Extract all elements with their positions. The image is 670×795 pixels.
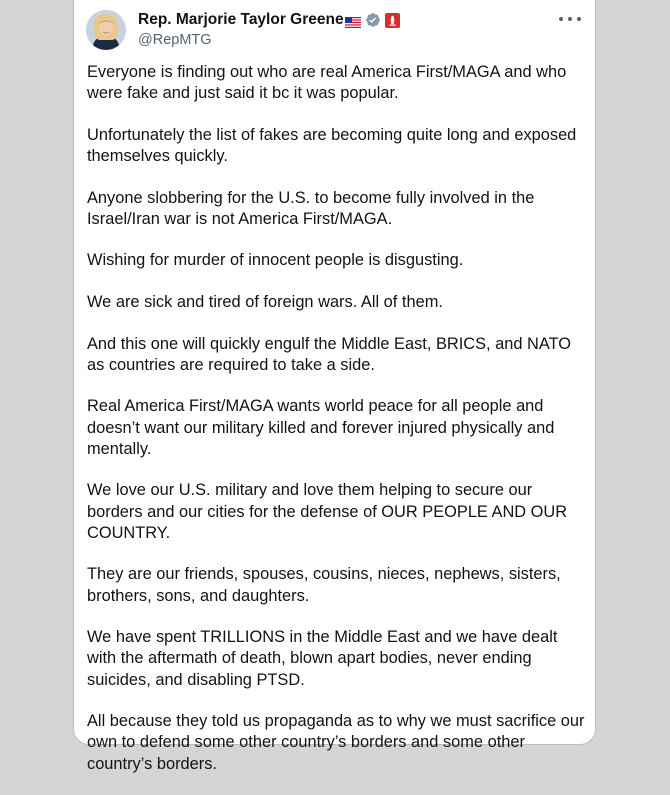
- tweet-paragraph: And this one will quickly engulf the Middle East, BRICS, and NATO as countries are required to take a side.: [87, 334, 572, 374]
- tweet-paragraph: We have spent TRILLIONS in the Middle East and we have dealt with the aftermath of death, blown apart bodies, never ending suicides, and disabling PTSD.: [87, 628, 558, 689]
- tweet-paragraph: We are sick and tired of foreign wars. All of them.: [87, 292, 443, 311]
- avatar[interactable]: [86, 10, 126, 50]
- display-name[interactable]: Rep. Marjorie Taylor Greene: [138, 11, 344, 28]
- tweet-paragraph: All because they told us propaganda as to why we must sacrifice our own to defend some other country’s borders and some other country’s borders.: [87, 712, 585, 773]
- tweet-paragraph: We love our U.S. military and love them helping to secure our borders and our cities for the defense of OUR PEOPLE AND OUR COUNTRY.: [87, 481, 568, 542]
- more-options-icon[interactable]: [559, 10, 581, 28]
- tweet-paragraph: Wishing for murder of innocent people is disgusting.: [87, 251, 464, 270]
- author-names: [138, 10, 400, 48]
- us-flag-icon: [345, 15, 361, 26]
- tweet-paragraph: Everyone is finding out who are real America First/MAGA and who were fake and just said it bc it was popular.: [87, 63, 567, 103]
- tweet-paragraph: They are our friends, spouses, cousins, nieces, nephews, sisters, brothers, sons, and daughters.: [87, 565, 561, 605]
- tweet-header: [86, 8, 583, 52]
- name-row: [138, 10, 400, 30]
- tweet-card: [73, 0, 596, 773]
- handle[interactable]: @RepMTG: [138, 32, 212, 48]
- tweet-paragraph: Real America First/MAGA wants world peace for all people and doesn’t want our military killed and forever injured physically and mentally.: [87, 397, 555, 458]
- tweet-paragraph: Anyone slobbering for the U.S. to become fully involved in the Israel/Iran war is not America First/MAGA.: [87, 188, 535, 228]
- government-affiliation-icon[interactable]: [385, 13, 400, 28]
- tweet-text: [87, 62, 585, 795]
- tweet-paragraph: Unfortunately the list of fakes are becoming quite long and exposed themselves quickly.: [87, 125, 577, 165]
- verified-badge-icon[interactable]: [365, 12, 381, 28]
